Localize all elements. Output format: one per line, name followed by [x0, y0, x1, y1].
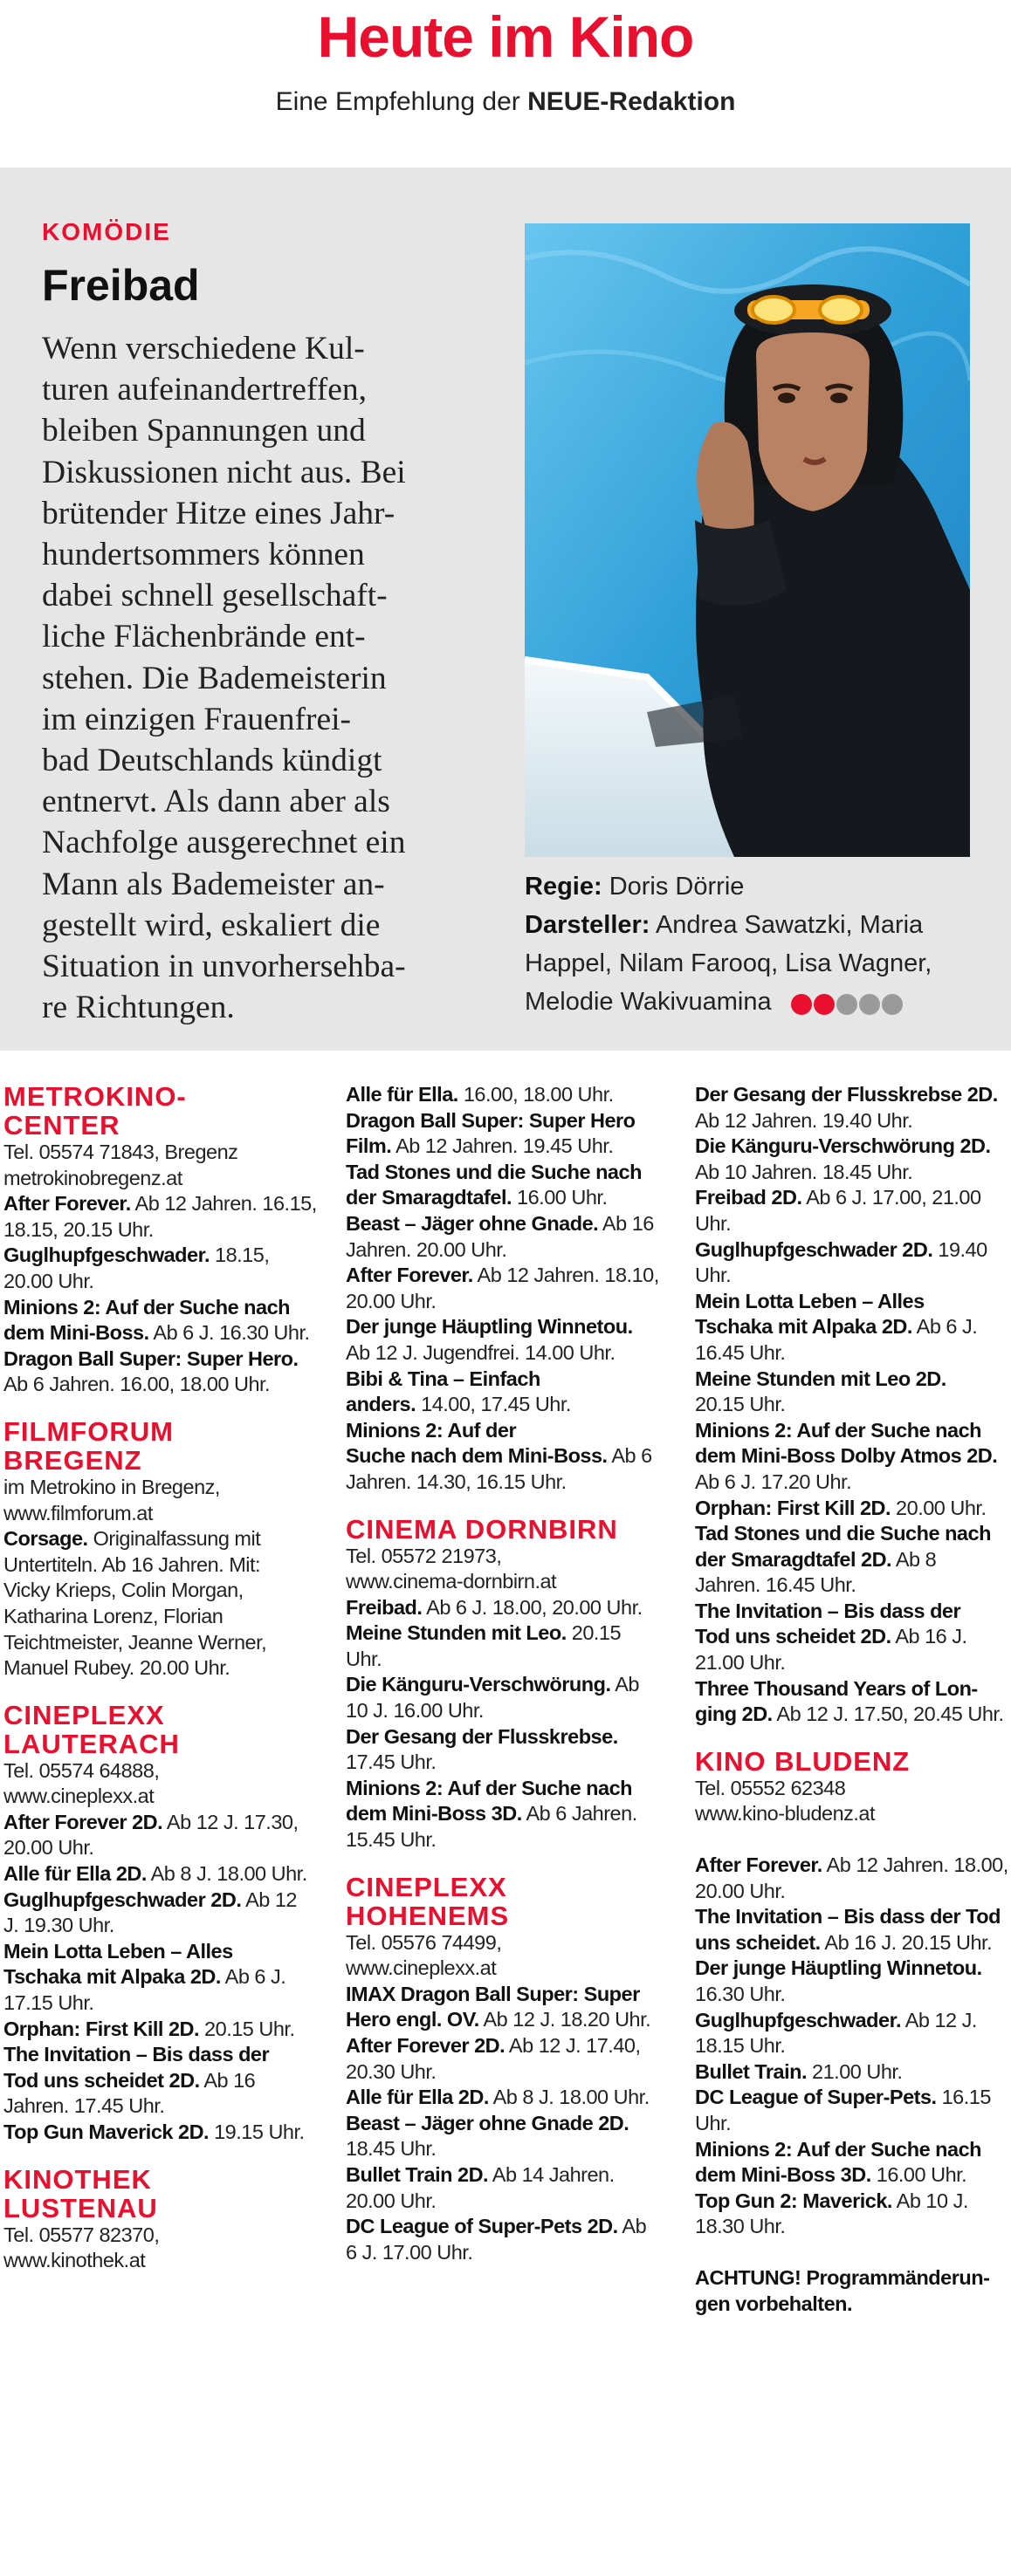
showing-details: 20.15 [566, 1621, 622, 1645]
film-showing [695, 1702, 1011, 1728]
film-showing [346, 1160, 677, 1186]
film-name: Tad Stones und die Suche nach [695, 1522, 991, 1545]
film-showing [3, 1243, 327, 1269]
subtitle-brand: NEUE-Redaktion [527, 87, 736, 116]
film-showing [695, 1676, 1011, 1702]
showing-details: 20.00 Uhr. [891, 1496, 987, 1519]
listing-text: Untertiteln. Ab 16 Jahren. Mit: [3, 1552, 261, 1576]
cast-names-3: Melodie Wakivuamina [525, 988, 772, 1016]
film-showing [346, 2085, 677, 2111]
listings-column-2 [346, 1082, 677, 2265]
synopsis-line: Wenn verschiedene Kul- [42, 331, 365, 367]
film-name: Alle für Ella 2D. [3, 1862, 147, 1886]
listing-text: Tel. 05572 21973, [346, 1544, 502, 1567]
film-name: Film. [346, 1134, 392, 1158]
film-name: Tschaka mit Alpaka 2D. [3, 1965, 221, 1989]
film-name: Minions 2: Auf der Suche nach [695, 2137, 982, 2161]
cinema-name-line: HOHENEMS [346, 1900, 510, 1931]
listing-text: 18.30 Uhr. [695, 2215, 786, 2238]
spacer [695, 2240, 1011, 2265]
synopsis-line: Diskussionen nicht aus. Bei [42, 454, 406, 490]
showing-details: Ab 12 J. 17.30, [162, 1810, 299, 1833]
film-showing [695, 1443, 1011, 1470]
showing-details: Ab 12 Jahren. 18.10, [472, 1264, 659, 1287]
film-name: IMAX Dragon Ball Super: Super [346, 1982, 640, 2005]
film-showing [695, 1956, 1011, 1982]
listing-text: 20.00 Uhr. [346, 1289, 437, 1312]
showing-details: Ab 8 J. 18.00 Uhr. [488, 2086, 650, 2109]
film-showing [3, 2120, 327, 2146]
cinema-name-line: FILMFORUM [3, 1415, 174, 1447]
film-name: Alle für Ella 2D. [346, 2086, 489, 2109]
film-credits [525, 867, 996, 1022]
cinema-name-line: CINEPLEXX [3, 1699, 165, 1730]
film-showing [695, 1599, 1011, 1625]
film-showing [3, 2017, 327, 2043]
synopsis-line: dabei schnell gesellschaft- [42, 578, 388, 614]
film-name: After Forever 2D. [3, 1810, 163, 1833]
film-name: Corsage. [3, 1527, 88, 1551]
cinema-name [3, 1701, 327, 1758]
film-name: After Forever 2D. [346, 2034, 506, 2057]
showing-details: 18.15, [209, 1243, 270, 1267]
listing-text: 20.15 Uhr. [695, 1393, 786, 1416]
film-showing [346, 1776, 677, 1802]
film-name: Guglhupfgeschwader 2D. [3, 1887, 242, 1911]
film-showing [695, 1134, 1011, 1160]
listing-text: metrokinobregenz.at [3, 1166, 182, 1189]
film-showing [346, 1082, 677, 1108]
director-label: Regie: [525, 873, 602, 901]
cinema-name [3, 1082, 327, 1140]
synopsis-line: hundertsommers können [42, 537, 365, 573]
film-synopsis [42, 328, 498, 1028]
listing-text: Vicky Krieps, Colin Morgan, [3, 1579, 244, 1602]
film-name: der Smaragdtafel 2D. [695, 1547, 892, 1571]
showing-details: 21.00 Uhr. [807, 2059, 903, 2083]
film-name: Minions 2: Auf der [346, 1418, 517, 1442]
film-showing [3, 1939, 327, 1965]
film-showing [695, 1904, 1011, 1930]
rating-dots [791, 983, 904, 1022]
showing-details: Ab 16 J. 20.15 Uhr. [820, 1930, 993, 1954]
film-name: After Forever. [695, 1853, 822, 1877]
listing-text: Katharina Lorenz, Florian [3, 1604, 224, 1627]
film-still-illustration [525, 223, 970, 857]
film-showing [346, 1314, 677, 1340]
showing-details: Ab 12 Jahren. 16.15, [130, 1192, 317, 1216]
listing-text: Jahren. 14.30, 16.15 Uhr. [346, 1470, 567, 1493]
cinema-name [3, 2165, 327, 2223]
film-showing [3, 2068, 327, 2094]
film-name: der Smaragdtafel. [346, 1186, 512, 1209]
showing-details: Ab 6 Jahren. [521, 1802, 637, 1826]
showing-details: 16.00 Uhr. [512, 1186, 608, 1209]
film-name: Bullet Train 2D. [346, 2162, 489, 2186]
showing-details: Ab 16 [199, 2068, 256, 2092]
film-showing [346, 1443, 677, 1470]
synopsis-line: Mann als Bademeister an- [42, 866, 385, 902]
film-name: Der junge Häuptling Winnetou. [695, 1956, 982, 1980]
film-showing [346, 1620, 677, 1647]
film-name: DC League of Super-Pets 2D. [346, 2215, 618, 2238]
listing-text: 20.30 Uhr. [346, 2059, 437, 2083]
film-name: Freibad. [346, 1595, 423, 1619]
listing-text: Uhr. [695, 2111, 732, 2134]
film-name: Suche nach dem Mini-Boss. [346, 1444, 608, 1468]
film-showing [346, 1108, 677, 1134]
page-title: Heute im Kino [317, 4, 694, 69]
film-showing [346, 1185, 677, 1211]
film-name: Freibad 2D. [695, 1186, 802, 1209]
listing-text: 18.15 Uhr. [695, 2034, 786, 2058]
listing-text: 20.00 Uhr. [3, 1269, 94, 1292]
film-name: Tad Stones und die Suche nach [346, 1160, 642, 1183]
film-name: Beast – Jäger ohne Gnade 2D. [346, 2111, 629, 2134]
listing-text: Manuel Rubey. 20.00 Uhr. [3, 1656, 230, 1680]
synopsis-line: brütender Hitze eines Jahr- [42, 495, 395, 531]
cinema-name-line: BREGENZ [3, 1444, 142, 1476]
listing-text: Jahren. 16.45 Uhr. [695, 1573, 856, 1597]
cinema-listings [0, 1082, 1011, 2576]
listing-text: Uhr. [695, 1264, 732, 1287]
film-showing [3, 1191, 327, 1217]
film-name: Der Gesang der Flusskrebse. [346, 1724, 618, 1748]
listing-text: www.filmforum.at [3, 1501, 153, 1524]
film-name: Meine Stunden mit Leo 2D. [695, 1367, 946, 1390]
listing-text: 18.45 Uhr. [346, 2137, 437, 2161]
film-showing [3, 1861, 327, 1887]
film-showing [695, 1547, 1011, 1573]
director-name: Doris Dörrie [609, 873, 745, 901]
listing-text: www.cineplexx.at [346, 1956, 497, 1980]
film-name: Top Gun Maverick 2D. [3, 2120, 210, 2143]
film-name: The Invitation – Bis dass der Tod [695, 1905, 1001, 1929]
listing-text: Ab 6 Jahren. 16.00, 18.00 Uhr. [3, 1373, 271, 1396]
film-name: Bullet Train. [695, 2059, 807, 2083]
cinema-name-line: LAUTERACH [3, 1728, 180, 1759]
film-showing [695, 2137, 1011, 2163]
film-showing [346, 2007, 677, 2033]
film-showing [695, 2189, 1011, 2215]
synopsis-line: bleiben Spannungen und [42, 413, 366, 449]
film-showing [3, 1887, 327, 1914]
showing-details: Ab 16 [598, 1211, 654, 1235]
film-name: Beast – Jäger ohne Gnade. [346, 1211, 599, 1235]
film-showing [346, 1672, 677, 1698]
cast-names-1: Andrea Sawatzki, Maria [655, 911, 924, 939]
subtitle-prefix: Eine Empfehlung der [275, 87, 528, 116]
showing-details: Ab 10 J. [891, 2189, 968, 2212]
film-showing [695, 1314, 1011, 1340]
synopsis-line: gestellt wird, eskaliert die [42, 907, 381, 943]
featured-film-box [0, 168, 1011, 1051]
listing-text: Tel. 05574 71843, Bregenz [3, 1141, 238, 1163]
film-showing [3, 1346, 327, 1373]
showing-details: 14.00, 17.45 Uhr. [416, 1393, 571, 1416]
film-showing [346, 1392, 677, 1418]
synopsis-line: liche Flächenbrände ent- [42, 619, 366, 655]
showing-details: Ab 8 J. 18.00 Uhr. [146, 1862, 307, 1886]
listing-text: Tel. 05552 62348 [695, 1776, 846, 1799]
showing-details: Ab 12 Jahren. 18.00, [822, 1853, 1008, 1877]
film-showing [3, 1964, 327, 1990]
film-showing [346, 2033, 677, 2059]
showing-details: Ab 12 Jahren. 19.45 Uhr. [391, 1134, 614, 1158]
synopsis-line: Situation in unvorhersehba- [42, 949, 406, 985]
film-showing [695, 2059, 1011, 2086]
film-showing [695, 1418, 1011, 1444]
film-showing [346, 1801, 677, 1827]
film-showing [346, 1982, 677, 2008]
film-name: Mein Lotta Leben – Alles [695, 1289, 925, 1312]
rating-dot-filled [814, 994, 835, 1015]
synopsis-line: stehen. Die Bademeisterin [42, 660, 387, 696]
film-name: Dragon Ball Super: Super Hero [346, 1108, 636, 1132]
film-name: dem Mini-Boss. [3, 1321, 149, 1345]
showing-details: Ab [610, 1673, 639, 1696]
film-showing [346, 1595, 677, 1621]
listing-text: 20.00 Uhr. [695, 1879, 786, 1902]
film-name: Mein Lotta Leben – Alles [3, 1939, 233, 1963]
synopsis-line: bad Deutschlands kündigt [42, 743, 382, 779]
cast-line [525, 906, 996, 944]
cinema-name-line: CINEMA DORNBIRN [346, 1513, 618, 1545]
film-name: After Forever. [346, 1264, 473, 1287]
synopsis-line: im einzigen Frauenfrei- [42, 701, 352, 737]
listing-text: 20.00 Uhr. [346, 2189, 437, 2212]
showing-details: Ab 6 J. 16.30 Uhr. [148, 1321, 310, 1345]
film-genre: KOMÖDIE [42, 218, 171, 245]
program-change-notice: gen vorbehalten. [695, 2292, 853, 2315]
film-showing [695, 1496, 1011, 1522]
film-name: dem Mini-Boss 3D. [346, 1802, 522, 1826]
film-showing [3, 1320, 327, 1346]
film-showing [346, 1367, 677, 1393]
listings-column-3 [695, 1082, 1011, 2317]
film-name: dem Mini-Boss Dolby Atmos 2D. [695, 1444, 998, 1468]
film-name: Tschaka mit Alpaka 2D. [695, 1315, 912, 1339]
film-name: Minions 2: Auf der Suche nach [695, 1418, 982, 1442]
showing-details: 19.15 Uhr. [209, 2120, 305, 2143]
film-showing [695, 1185, 1011, 1237]
showing-details: Originalfassung mit [87, 1527, 261, 1551]
cinema-name [346, 1515, 677, 1544]
film-name: dem Mini-Boss 3D. [695, 2163, 871, 2187]
film-showing [346, 2214, 677, 2240]
listing-text: 16.45 Uhr. [695, 1340, 786, 1364]
showing-details: Ab 12 J. 17.50, 20.45 Uhr. [772, 1702, 1004, 1726]
showing-details: 16.15 [936, 2086, 991, 2109]
listing-text: 16.30 Uhr. [695, 1983, 786, 2005]
film-name: The Invitation – Bis dass der [695, 1599, 961, 1622]
showing-details: 16.00, 18.00 Uhr. [457, 1083, 614, 1106]
showing-details: 16.00 Uhr. [870, 2163, 967, 2187]
listing-text: Tel. 05576 74499, [346, 1930, 502, 1954]
showing-details: Ab 12 [241, 1887, 297, 1911]
showing-details: Ab 8 [891, 1547, 937, 1571]
listings-column-1 [3, 1082, 327, 2274]
showing-details: 20.15 Uhr. [199, 2017, 295, 2040]
film-name: Guglhupfgeschwader. [3, 1243, 210, 1267]
listing-text: Teichtmeister, Jeanne Werner, [3, 1630, 267, 1654]
cinema-name-line: CINEPLEXX [346, 1871, 507, 1902]
film-name: Hero engl. OV. [346, 2008, 479, 2031]
listing-text: Ab 12 Jahren. 19.40 Uhr. [695, 1108, 913, 1132]
film-name: Alle für Ella. [346, 1083, 458, 1106]
cinema-name-line: METROKINO- [3, 1081, 187, 1112]
film-name: anders. [346, 1393, 416, 1416]
film-name: Meine Stunden mit Leo. [346, 1621, 567, 1645]
film-showing [695, 1624, 1011, 1650]
listing-text: Uhr. [346, 1647, 382, 1670]
film-name: After Forever. [3, 1192, 131, 1216]
spacer [695, 1827, 1011, 1853]
film-name: Orphan: First Kill 2D. [695, 1496, 891, 1519]
rating-dot-empty [882, 994, 903, 1015]
listing-text: im Metrokino in Bregenz, [3, 1475, 220, 1498]
listing-text: Jahren. 17.45 Uhr. [3, 2094, 165, 2118]
film-name: uns scheidet. [695, 1930, 821, 1954]
film-showing [695, 2008, 1011, 2034]
rating-dot-filled [791, 994, 812, 1015]
swimmer-in-pool-photo [525, 223, 970, 857]
cinema-name-line: CENTER [3, 1110, 120, 1141]
film-name: Top Gun 2: Maverick. [695, 2189, 892, 2212]
film-name: Die Känguru-Verschwörung 2D. [695, 1134, 991, 1158]
cinema-name [695, 1747, 1011, 1776]
film-showing [3, 2042, 327, 2068]
listing-text: 17.15 Uhr. [3, 1991, 94, 2015]
listing-text: Jahren. 20.00 Uhr. [346, 1237, 507, 1261]
film-showing [346, 1418, 677, 1444]
listing-text: 20.00 Uhr. [3, 1836, 94, 1860]
showing-details: Ab 6 J. [220, 1965, 286, 1989]
listing-text: 10 J. 16.00 Uhr. [346, 1699, 484, 1723]
listing-text: Tel. 05574 64888, [3, 1758, 160, 1782]
film-name: Tod uns scheidet 2D. [695, 1625, 891, 1648]
director-line [525, 867, 996, 906]
showing-details: Ab 12 J. 18.20 Uhr. [478, 2008, 651, 2031]
film-name: Der junge Häuptling Winnetou. [346, 1315, 633, 1339]
film-name: The Invitation – Bis dass der [3, 2043, 270, 2066]
cinema-name-line: KINO BLUDENZ [695, 1745, 911, 1777]
film-title: Freibad [42, 261, 200, 310]
listing-text: www.cineplexx.at [3, 1785, 155, 1808]
rating-dot-empty [859, 994, 880, 1015]
film-name: Minions 2: Auf der Suche nach [346, 1776, 633, 1799]
showing-details: Ab 6 J. 18.00, 20.00 Uhr. [422, 1595, 643, 1619]
cinema-name-line: KINOTHEK [3, 2163, 152, 2195]
showing-details: Ab 6 J. 17.00, 21.00 Uhr. [695, 1186, 981, 1235]
showing-details: 19.40 [932, 1237, 987, 1261]
cast-line-2: Happel, Nilam Farooq, Lisa Wagner, [525, 949, 932, 977]
film-name: Der Gesang der Flusskrebse 2D. [695, 1083, 998, 1106]
film-showing [695, 1237, 1011, 1264]
listing-text: www.cinema-dornbirn.at [346, 1570, 557, 1593]
film-name: Guglhupfgeschwader 2D. [695, 1237, 933, 1261]
film-name: Bibi & Tina – Einfach [346, 1367, 540, 1390]
film-showing [346, 1134, 677, 1160]
listing-text: 6 J. 17.00 Uhr. [346, 2240, 473, 2264]
listing-text: Ab 6 J. 17.20 Uhr. [695, 1470, 852, 1493]
film-showing [695, 1367, 1011, 1393]
cinema-name [3, 1417, 327, 1475]
cinema-name-line: LUSTENAU [3, 2192, 158, 2223]
film-showing [695, 1289, 1011, 1315]
program-change-notice: ACHTUNG! Programmänderun- [695, 2265, 990, 2289]
film-name: ging 2D. [695, 1702, 773, 1726]
page-header [0, 0, 1011, 140]
film-name: Dragon Ball Super: Super Hero. [3, 1346, 299, 1370]
film-name: Die Känguru-Verschwörung. [346, 1673, 611, 1696]
film-name: Three Thousand Years of Lon- [695, 1676, 978, 1700]
listing-text: 18.15, 20.15 Uhr. [3, 1217, 154, 1241]
cinema-name [346, 1873, 677, 1930]
film-showing [695, 2162, 1011, 2189]
showing-details: Ab 12 J. 17.40, [505, 2034, 641, 2057]
showing-details: Ab [617, 2215, 647, 2238]
film-showing [346, 1211, 677, 1237]
film-name: Orphan: First Kill 2D. [3, 2017, 200, 2040]
synopsis-line: turen aufeinandertreffen, [42, 372, 368, 408]
film-showing [695, 1521, 1011, 1547]
film-showing [3, 1295, 327, 1321]
showing-details: Ab 6 J. [911, 1315, 978, 1339]
listing-text: 17.45 Uhr. [346, 1750, 437, 1774]
film-showing [346, 1263, 677, 1289]
cast-label: Darsteller: [525, 911, 650, 939]
synopsis-line: Nachfolge ausgerechnet ein [42, 825, 406, 861]
film-name: Minions 2: Auf der Suche nach [3, 1295, 291, 1319]
listing-text: 21.00 Uhr. [695, 1651, 786, 1675]
cast-line-3 [525, 983, 996, 1022]
film-showing [695, 1930, 1011, 1956]
film-showing [695, 1853, 1011, 1879]
listing-text: Tel. 05577 82370, [3, 2223, 160, 2246]
film-showing [346, 2162, 677, 2189]
showing-details: Ab 16 J. [891, 1625, 967, 1648]
listing-text: Ab 10 Jahren. 18.45 Uhr. [695, 1160, 913, 1183]
film-name: Tod uns scheidet 2D. [3, 2068, 200, 2092]
listing-text: www.kinothek.at [3, 2249, 146, 2272]
film-showing [3, 1810, 327, 1836]
film-name: Guglhupfgeschwader. [695, 2008, 901, 2031]
synopsis-line: entnervt. Als dann aber als [42, 784, 390, 820]
rating-dot-empty [836, 994, 857, 1015]
synopsis-line: re Richtungen. [42, 990, 235, 1026]
film-showing [346, 2111, 677, 2137]
showing-details: Ab 6 [607, 1444, 652, 1468]
page-subtitle [0, 87, 1011, 117]
showing-details: Ab 14 Jahren. [488, 2162, 615, 2186]
film-showing [695, 2085, 1011, 2111]
film-showing [3, 1526, 327, 1552]
film-showing [346, 1724, 677, 1750]
showing-details: Ab 12 J. [900, 2008, 977, 2031]
listing-text: J. 19.30 Uhr. [3, 1914, 114, 1937]
listing-text: www.kino-bludenz.at [695, 1802, 876, 1826]
listing-text: Ab 12 J. Jugendfrei. 14.00 Uhr. [346, 1340, 616, 1364]
film-name: DC League of Super-Pets. [695, 2086, 937, 2109]
film-showing [695, 1082, 1011, 1108]
listing-text: 15.45 Uhr. [346, 1828, 437, 1852]
